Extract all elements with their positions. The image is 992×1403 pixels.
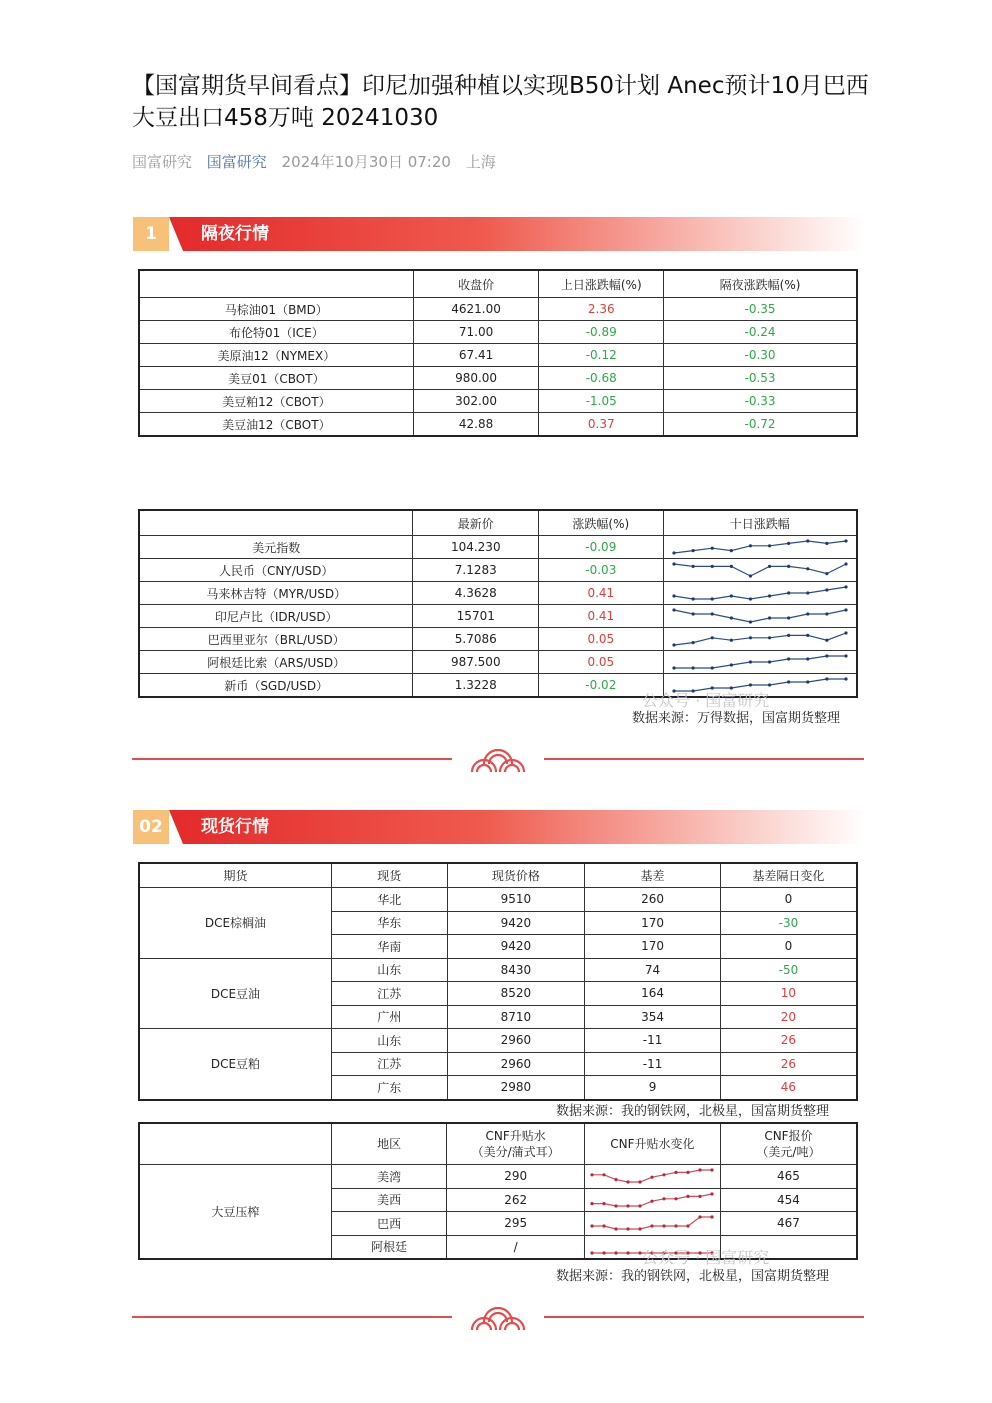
sparkline-point xyxy=(687,1171,690,1174)
sparkline-point xyxy=(710,636,713,639)
sparkline-point xyxy=(591,1251,594,1254)
instrument-name: 美豆油12（CBOT） xyxy=(139,413,413,437)
instrument-name: 美豆01（CBOT） xyxy=(139,367,413,390)
column-header: 期货 xyxy=(139,863,331,888)
cnf-premium: 290 xyxy=(447,1165,585,1189)
sparkline-point xyxy=(663,1225,666,1228)
futures-contract: DCE豆油 xyxy=(139,958,331,1029)
instrument-name: 美元指数 xyxy=(139,536,413,559)
cnf-change-sparkline-cell xyxy=(584,1188,720,1212)
sparkline-point xyxy=(749,597,752,600)
sparkline-point xyxy=(730,639,733,642)
sparkline-point xyxy=(672,562,675,565)
basis-change: 0 xyxy=(720,935,857,959)
article-title: 【国富期货早间看点】印尼加强种植以实现B50计划 Anec预计10月巴西大豆出口458万吨 20241030 xyxy=(132,73,869,131)
sparkline-line xyxy=(674,541,846,553)
column-header: 地区 xyxy=(331,1123,447,1165)
section-number: 02 xyxy=(133,810,169,844)
sparkline-point xyxy=(591,1173,594,1176)
overnight-change: -0.72 xyxy=(664,413,857,437)
watermark: 公众号 · 国富研究 xyxy=(642,691,770,710)
table-row xyxy=(139,390,857,413)
instrument-name: 马棕油01（BMD） xyxy=(139,298,413,321)
basis: 170 xyxy=(585,911,721,935)
table-row xyxy=(139,958,857,982)
sparkline-point xyxy=(749,544,752,547)
sparkline-point xyxy=(591,1202,594,1205)
sparkline-chart xyxy=(589,1214,715,1232)
ten-day-sparkline-cell xyxy=(663,605,857,628)
column-header: CNF升贴水 （美分/蒲式耳） xyxy=(447,1123,585,1165)
sparkline-point xyxy=(711,1169,714,1172)
spot-region: 广东 xyxy=(331,1076,447,1100)
sparkline-point xyxy=(639,1228,642,1231)
sparkline-point xyxy=(787,680,790,683)
prev-day-change: -0.68 xyxy=(539,367,664,390)
prev-day-change: 2.36 xyxy=(539,298,664,321)
table-row xyxy=(139,888,857,912)
sparkline-point xyxy=(844,539,847,542)
table-row xyxy=(139,628,857,651)
sparkline-point xyxy=(806,612,809,615)
article-datetime: 2024年10月30日 07:20 xyxy=(281,153,451,171)
sparkline-point xyxy=(749,636,752,639)
sparkline-point xyxy=(603,1225,606,1228)
spot-region: 华南 xyxy=(331,935,447,959)
sparkline-point xyxy=(615,1204,618,1207)
sparkline-point xyxy=(699,1195,702,1198)
sparkline-point xyxy=(768,544,771,547)
sparkline-point xyxy=(787,657,790,660)
sparkline-point xyxy=(844,608,847,611)
sparkline-point xyxy=(663,1197,666,1200)
basis-change: -50 xyxy=(720,958,857,982)
overnight-change: -0.33 xyxy=(664,390,857,413)
sparkline-point xyxy=(749,620,752,623)
instrument-name: 美豆粕12（CBOT） xyxy=(139,390,413,413)
sparkline-point xyxy=(691,597,694,600)
sparkline-point xyxy=(627,1251,630,1254)
ten-day-sparkline-cell xyxy=(663,559,857,582)
table-row xyxy=(139,298,857,321)
table-row xyxy=(139,413,857,437)
change-percent: 0.05 xyxy=(539,651,664,674)
sparkline-point xyxy=(639,1181,642,1184)
article-author-link[interactable]: 国富研究 xyxy=(206,153,267,171)
section-1-banner xyxy=(133,217,866,251)
basis-change: 10 xyxy=(720,982,857,1006)
ten-day-sparkline-cell xyxy=(663,628,857,651)
sparkline-point xyxy=(825,612,828,615)
sparkline-point xyxy=(825,654,828,657)
sparkline-point xyxy=(651,1199,654,1202)
spot-price: 2960 xyxy=(447,1029,585,1053)
cnf-quote: 465 xyxy=(720,1165,857,1189)
soybean-cnf-table xyxy=(138,1122,858,1260)
instrument-name: 马来林吉特（MYR/USD） xyxy=(139,582,413,605)
cnf-quote: 467 xyxy=(720,1212,857,1236)
spot-region: 山东 xyxy=(331,958,447,982)
sparkline-line xyxy=(674,587,846,599)
sparkline-point xyxy=(710,565,713,568)
latest-price: 987.500 xyxy=(413,651,539,674)
sparkline-point xyxy=(651,1225,654,1228)
sparkline-line xyxy=(674,656,846,668)
basis: 260 xyxy=(585,888,721,912)
sparkline-point xyxy=(672,666,675,669)
cnf-premium: 262 xyxy=(447,1188,585,1212)
sparkline-point xyxy=(730,616,733,619)
instrument-name: 人民币（CNY/USD） xyxy=(139,559,413,582)
sparkline-point xyxy=(710,597,713,600)
section-divider xyxy=(132,744,864,774)
spot-region: 广州 xyxy=(331,1005,447,1029)
sparkline-line xyxy=(674,564,846,576)
sparkline-chart xyxy=(671,561,849,579)
column-header: 十日涨跌幅 xyxy=(663,510,857,536)
spot-price: 8710 xyxy=(447,1005,585,1029)
change-percent: 0.41 xyxy=(539,605,664,628)
prev-day-change: -1.05 xyxy=(539,390,664,413)
sparkline-point xyxy=(710,547,713,550)
sparkline-point xyxy=(711,1216,714,1219)
cnf-premium: / xyxy=(447,1235,585,1259)
spot-price: 8520 xyxy=(447,982,585,1006)
change-percent: 0.05 xyxy=(539,628,664,651)
close-price: 71.00 xyxy=(413,321,539,344)
column-header: 收盘价 xyxy=(413,270,539,298)
instrument-name: 印尼卢比（IDR/USD） xyxy=(139,605,413,628)
spot-region: 华北 xyxy=(331,888,447,912)
ten-day-sparkline-cell xyxy=(663,582,857,605)
spot-region: 山东 xyxy=(331,1029,447,1053)
sparkline-point xyxy=(768,565,771,568)
change-percent: 0.41 xyxy=(539,582,664,605)
sparkline-point xyxy=(710,612,713,615)
sparkline-point xyxy=(710,666,713,669)
sparkline-point xyxy=(806,634,809,637)
cnf-change-sparkline-cell xyxy=(584,1212,720,1236)
section-2-banner xyxy=(133,810,866,844)
spot-price: 9510 xyxy=(447,888,585,912)
sparkline-point xyxy=(615,1251,618,1254)
close-price: 42.88 xyxy=(413,413,539,437)
sparkline-point xyxy=(639,1204,642,1207)
column-header xyxy=(139,510,413,536)
section-title: 现货行情 xyxy=(201,817,269,837)
sparkline-point xyxy=(844,585,847,588)
sparkline-point xyxy=(691,549,694,552)
cnf-change-sparkline-cell xyxy=(584,1165,720,1189)
sparkline-point xyxy=(663,1173,666,1176)
futures-contract: DCE棕榈油 xyxy=(139,888,331,959)
table-row xyxy=(139,321,857,344)
table-row xyxy=(139,605,857,628)
basis-change: 0 xyxy=(720,888,857,912)
sparkline-point xyxy=(768,660,771,663)
sparkline-line xyxy=(674,610,846,622)
sparkline-point xyxy=(749,683,752,686)
spot-price: 8430 xyxy=(447,958,585,982)
sparkline-point xyxy=(768,594,771,597)
table-row xyxy=(139,559,857,582)
region: 巴西 xyxy=(331,1212,447,1236)
instrument-name: 巴西里亚尔（BRL/USD） xyxy=(139,628,413,651)
sparkline-point xyxy=(711,1192,714,1195)
change-percent: -0.03 xyxy=(539,559,664,582)
sparkline-point xyxy=(675,1171,678,1174)
close-price: 980.00 xyxy=(413,367,539,390)
sparkline-point xyxy=(687,1225,690,1228)
spot-basis-table xyxy=(138,862,858,1101)
column-header xyxy=(139,270,413,298)
sparkline-point xyxy=(591,1225,594,1228)
section-number: 1 xyxy=(133,217,169,251)
sparkline-point xyxy=(806,591,809,594)
data-source-note: 数据来源：我的钢铁网，北极星，国富期货整理 xyxy=(556,1269,830,1284)
basis: 170 xyxy=(585,935,721,959)
region: 美西 xyxy=(331,1188,447,1212)
basis-change: 26 xyxy=(720,1052,857,1076)
sparkline-point xyxy=(672,551,675,554)
sparkline-point xyxy=(825,542,828,545)
sparkline-chart xyxy=(671,653,849,671)
basis: -11 xyxy=(585,1029,721,1053)
prev-day-change: -0.12 xyxy=(539,344,664,367)
watermark: 公众号 · 国富研究 xyxy=(642,1248,770,1267)
prev-day-change: -0.89 xyxy=(539,321,664,344)
sparkline-line xyxy=(674,633,846,645)
sparkline-point xyxy=(844,562,847,565)
table-row xyxy=(139,1029,857,1053)
table-row xyxy=(139,651,857,674)
sparkline-chart xyxy=(671,630,849,648)
table-row xyxy=(139,582,857,605)
cnf-premium: 295 xyxy=(447,1212,585,1236)
product-group: 大豆压榨 xyxy=(139,1165,331,1260)
column-header: CNF升贴水变化 xyxy=(584,1123,720,1165)
table-row xyxy=(139,536,857,559)
change-percent: -0.02 xyxy=(539,674,664,698)
ten-day-sparkline-cell xyxy=(663,536,857,559)
basis: 354 xyxy=(585,1005,721,1029)
sparkline-point xyxy=(730,663,733,666)
sparkline-point xyxy=(675,1197,678,1200)
sparkline-point xyxy=(787,591,790,594)
sparkline-point xyxy=(651,1176,654,1179)
spot-price: 2960 xyxy=(447,1052,585,1076)
sparkline-chart xyxy=(671,584,849,602)
sparkline-point xyxy=(768,636,771,639)
region: 美湾 xyxy=(331,1165,447,1189)
close-price: 67.41 xyxy=(413,344,539,367)
section-divider xyxy=(132,1302,864,1332)
instrument-name: 阿根廷比索（ARS/USD） xyxy=(139,651,413,674)
spot-price: 2980 xyxy=(447,1076,585,1100)
latest-price: 104.230 xyxy=(413,536,539,559)
sparkline-point xyxy=(615,1178,618,1181)
sparkline-point xyxy=(627,1204,630,1207)
article-source: 国富研究 xyxy=(132,153,193,171)
table-row xyxy=(139,367,857,390)
sparkline-point xyxy=(603,1251,606,1254)
sparkline-point xyxy=(672,608,675,611)
basis-change: 46 xyxy=(720,1076,857,1100)
ten-day-sparkline-cell xyxy=(663,651,857,674)
basis: 74 xyxy=(585,958,721,982)
sparkline-point xyxy=(844,654,847,657)
sparkline-point xyxy=(627,1228,630,1231)
sparkline-point xyxy=(730,594,733,597)
basis-change: 20 xyxy=(720,1005,857,1029)
sparkline-point xyxy=(627,1181,630,1184)
sparkline-point xyxy=(691,641,694,644)
cloud-ornament-icon xyxy=(468,744,528,774)
basis: 9 xyxy=(585,1076,721,1100)
basis: 164 xyxy=(585,982,721,1006)
change-percent: -0.09 xyxy=(539,536,664,559)
sparkline-chart xyxy=(671,607,849,625)
fx-index-table xyxy=(138,509,858,698)
table-row xyxy=(139,344,857,367)
latest-price: 4.3628 xyxy=(413,582,539,605)
spot-price: 9420 xyxy=(447,911,585,935)
sparkline-point xyxy=(825,572,828,575)
sparkline-point xyxy=(675,1225,678,1228)
spot-region: 华东 xyxy=(331,911,447,935)
sparkline-point xyxy=(730,549,733,552)
latest-price: 5.7086 xyxy=(413,628,539,651)
instrument-name: 布伦特01（ICE） xyxy=(139,321,413,344)
sparkline-point xyxy=(672,643,675,646)
cloud-ornament-icon xyxy=(468,1302,528,1332)
column-header: 现货 xyxy=(331,863,447,888)
article-location: 上海 xyxy=(465,153,496,171)
sparkline-point xyxy=(806,657,809,660)
sparkline-point xyxy=(787,565,790,568)
basis: -11 xyxy=(585,1052,721,1076)
column-header: 基差 xyxy=(585,863,721,888)
spot-region: 江苏 xyxy=(331,982,447,1006)
sparkline-point xyxy=(730,565,733,568)
column-header: CNF报价 （美元/吨） xyxy=(720,1123,857,1165)
sparkline-point xyxy=(615,1228,618,1231)
cnf-quote: 454 xyxy=(720,1188,857,1212)
sparkline-point xyxy=(768,683,771,686)
column-header: 现货价格 xyxy=(447,863,585,888)
sparkline-point xyxy=(603,1202,606,1205)
table-row xyxy=(139,1165,857,1189)
basis-change: -30 xyxy=(720,911,857,935)
sparkline-point xyxy=(825,588,828,591)
sparkline-chart xyxy=(589,1191,715,1209)
region: 阿根廷 xyxy=(331,1235,447,1259)
sparkline-point xyxy=(749,660,752,663)
overnight-change: -0.30 xyxy=(664,344,857,367)
spot-region: 江苏 xyxy=(331,1052,447,1076)
column-header: 隔夜涨跌幅(%) xyxy=(664,270,857,298)
sparkline-point xyxy=(825,639,828,642)
sparkline-chart xyxy=(589,1167,715,1185)
overnight-futures-table xyxy=(138,269,858,437)
latest-price: 1.3228 xyxy=(413,674,539,698)
column-header: 涨跌幅(%) xyxy=(539,510,664,536)
sparkline-point xyxy=(768,616,771,619)
sparkline-point xyxy=(687,1195,690,1198)
data-source-note: 数据来源：我的钢铁网，北极星，国富期货整理 xyxy=(556,1104,830,1119)
sparkline-point xyxy=(787,542,790,545)
sparkline-point xyxy=(844,677,847,680)
instrument-name: 美原油12（NYMEX） xyxy=(139,344,413,367)
column-header xyxy=(139,1123,331,1165)
prev-day-change: 0.37 xyxy=(539,413,664,437)
close-price: 4621.00 xyxy=(413,298,539,321)
sparkline-point xyxy=(691,565,694,568)
sparkline-point xyxy=(806,567,809,570)
sparkline-point xyxy=(691,666,694,669)
column-header: 最新价 xyxy=(413,510,539,536)
column-header: 基差隔日变化 xyxy=(720,863,857,888)
overnight-change: -0.53 xyxy=(664,367,857,390)
close-price: 302.00 xyxy=(413,390,539,413)
sparkline-point xyxy=(691,612,694,615)
sparkline-point xyxy=(806,539,809,542)
overnight-change: -0.24 xyxy=(664,321,857,344)
sparkline-point xyxy=(672,594,675,597)
column-header: 上日涨跌幅(%) xyxy=(539,270,664,298)
sparkline-point xyxy=(787,616,790,619)
basis-change: 26 xyxy=(720,1029,857,1053)
sparkline-point xyxy=(806,680,809,683)
sparkline-point xyxy=(825,677,828,680)
sparkline-point xyxy=(603,1173,606,1176)
sparkline-point xyxy=(844,631,847,634)
sparkline-chart xyxy=(671,538,849,556)
futures-contract: DCE豆粕 xyxy=(139,1029,331,1100)
section-title: 隔夜行情 xyxy=(201,224,269,244)
data-source-note: 数据来源：万得数据，国富期货整理 xyxy=(632,711,841,726)
overnight-change: -0.35 xyxy=(664,298,857,321)
sparkline-point xyxy=(749,574,752,577)
spot-price: 9420 xyxy=(447,935,585,959)
instrument-name: 新币（SGD/USD） xyxy=(139,674,413,698)
latest-price: 7.1283 xyxy=(413,559,539,582)
latest-price: 15701 xyxy=(413,605,539,628)
sparkline-point xyxy=(787,634,790,637)
sparkline-point xyxy=(699,1169,702,1172)
article-meta xyxy=(132,151,506,172)
sparkline-point xyxy=(699,1216,702,1219)
